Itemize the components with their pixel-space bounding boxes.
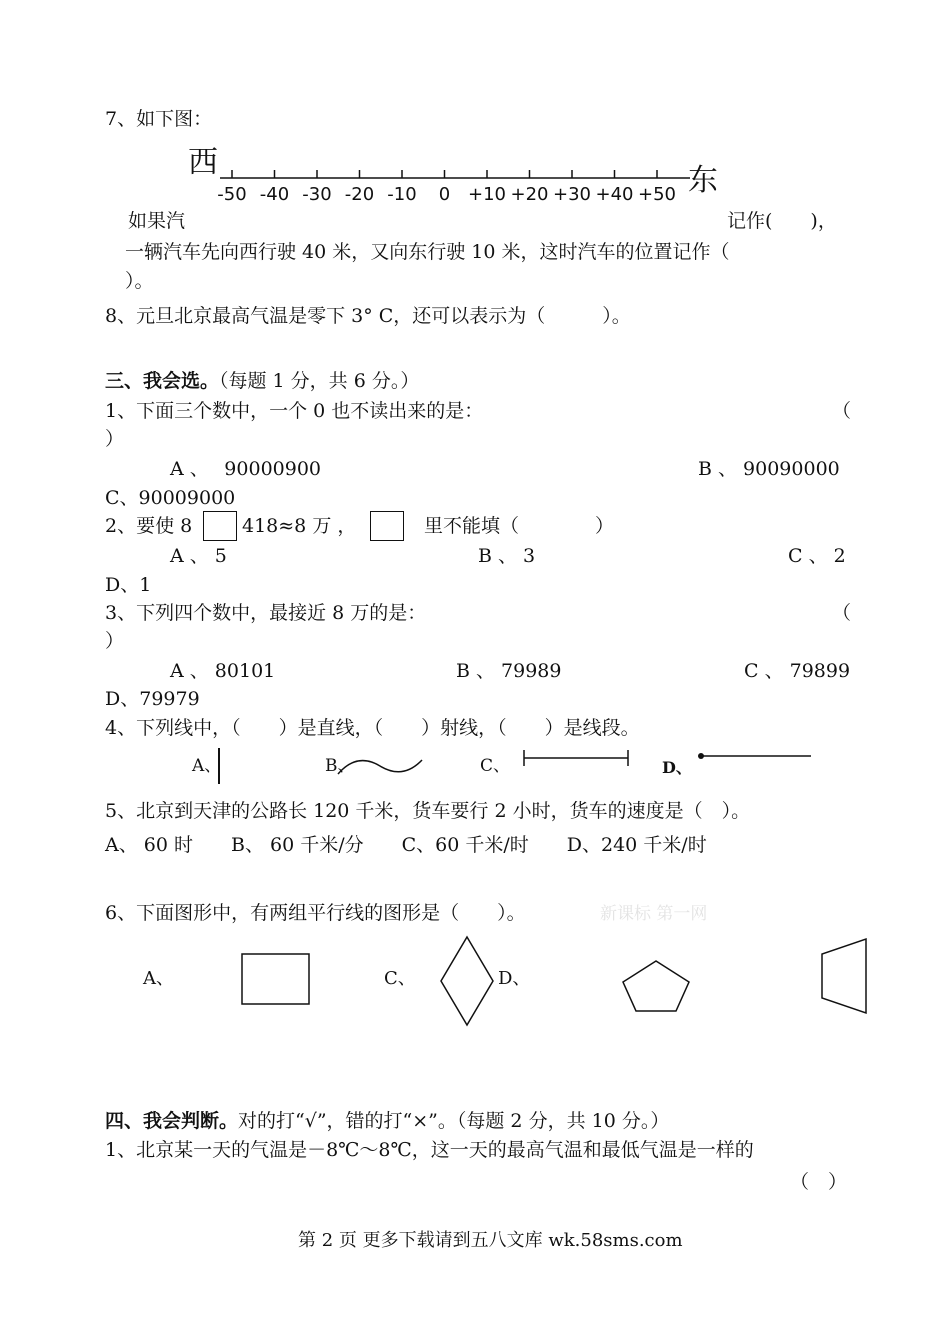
trapezoid-shape [818,936,870,1016]
line-d-figure [695,748,815,764]
tick-label: -10 [387,184,417,205]
shape-c-label: C、 [384,968,416,989]
s3-q1-option-a: A 、 90000900 [170,458,322,480]
tick-label: +30 [553,184,591,205]
section4-instructions: 对的打“√”，错的打“×”。（每题 2 分，共 10 分。） [238,1110,670,1132]
s3-q5-text: 5、北京到天津的公路长 120 千米，货车要行 2 小时，货车的速度是（ ）。 [105,800,751,822]
s3-q2-option-a: A 、 5 [170,545,227,567]
s3-q6-text: 6、下面图形中，有两组平行线的图形是（ ）。 [105,902,526,924]
tick-label: -50 [217,184,247,205]
s3-q3-option-b: B 、 79989 [456,660,562,682]
s3-q2-text-a: 2、要使 8 [105,515,193,537]
blank-box [370,511,404,541]
rhombus-shape [438,934,496,1028]
tick-label: +50 [638,184,676,205]
tick-label: -40 [259,184,290,205]
s3-q2-option-d: D、1 [105,574,152,596]
line-d-label: D、 [662,758,692,777]
s3-q1-option-c: C、90009000 [105,487,236,509]
page-footer: 第 2 页 更多下载请到五八文库 wk.58sms.com [298,1230,683,1251]
s3-q3-paren-open: （ [832,602,852,624]
s3-q2-option-c: C 、 2 [788,545,846,567]
line-c-figure [520,748,632,768]
q7-line1-end: 记作( )， [727,210,837,232]
section4-heading: 四、我会判断。 [105,1110,239,1132]
s4-q1-paren: （ ） [790,1171,848,1193]
blank-box [203,511,237,541]
line-b-figure [335,752,425,782]
tick-label: +10 [468,184,506,205]
s3-q4-text: 4、下列线中，（ ）是直线，（ ）射线，（ ）是线段。 [105,717,640,739]
line-a-figure [214,746,224,786]
q7-title: 7、如下图： [105,108,213,130]
tick-label: +40 [595,184,634,205]
rectangle-shape [240,952,312,1006]
section4-heading-line [105,1112,669,1131]
q7-line3: ）。 [125,270,154,292]
q7-line2: 一辆汽车先向西行驶 40 米，又向东行驶 10 米，这时汽车的位置记作（ [125,241,730,263]
section3-score: （每题 1 分，共 6 分。） [219,370,420,392]
shape-d-label: D、 [498,968,531,989]
s3-q3-option-c: C 、 79899 [744,660,851,682]
s3-q1-text: 1、下面三个数中，一个 0 也不读出来的是： [105,400,484,422]
s3-q3-paren-close: ） [105,630,125,652]
section3-heading-line [105,372,419,391]
shape-a-label: A、 [143,968,174,989]
tick-label: +20 [510,184,549,205]
s3-q3-option-a: A 、 80101 [170,660,276,682]
line-c-label: C、 [480,756,511,776]
section3-heading: 三、我会选。 [105,370,220,392]
s3-q3-text: 3、下列四个数中，最接近 8 万的是： [105,602,427,624]
s3-q5-options: A、 60 时 B、 60 千米/分 C、60 千米/时 D、240 千米/时 [105,834,707,856]
tick-label: -30 [302,184,332,205]
s3-q3-option-d: D、79979 [105,688,200,710]
q7-line1-start: 如果汽 [128,210,186,232]
watermark-text: 新课标 第一网 [600,904,708,924]
east-label: 东 [688,163,718,198]
west-label: 西 [188,145,218,180]
tick-label: -20 [344,184,375,205]
q8-text: 8、元旦北京最高气温是零下 3° C，还可以表示为（ ）。 [105,305,631,327]
pentagon-shape [620,958,692,1014]
tick-label: 0 [438,184,451,205]
line-b-label: B、 [325,756,355,776]
s3-q2-text-b: 418≈8 万 ， [242,515,357,537]
s4-q1-text: 1、北京某一天的气温是－8℃～8℃，这一天的最高气温和最低气温是一样的 [105,1139,754,1161]
line-a-label: A、 [192,756,222,776]
s3-q1-paren-open: （ [832,400,852,422]
s3-q2-text-c: 里不能填（ ） [424,515,615,537]
s3-q2-option-b: B 、 3 [478,545,536,567]
s3-q1-paren-close: ） [105,428,125,450]
s3-q1-option-b: B 、 90090000 [698,458,840,480]
